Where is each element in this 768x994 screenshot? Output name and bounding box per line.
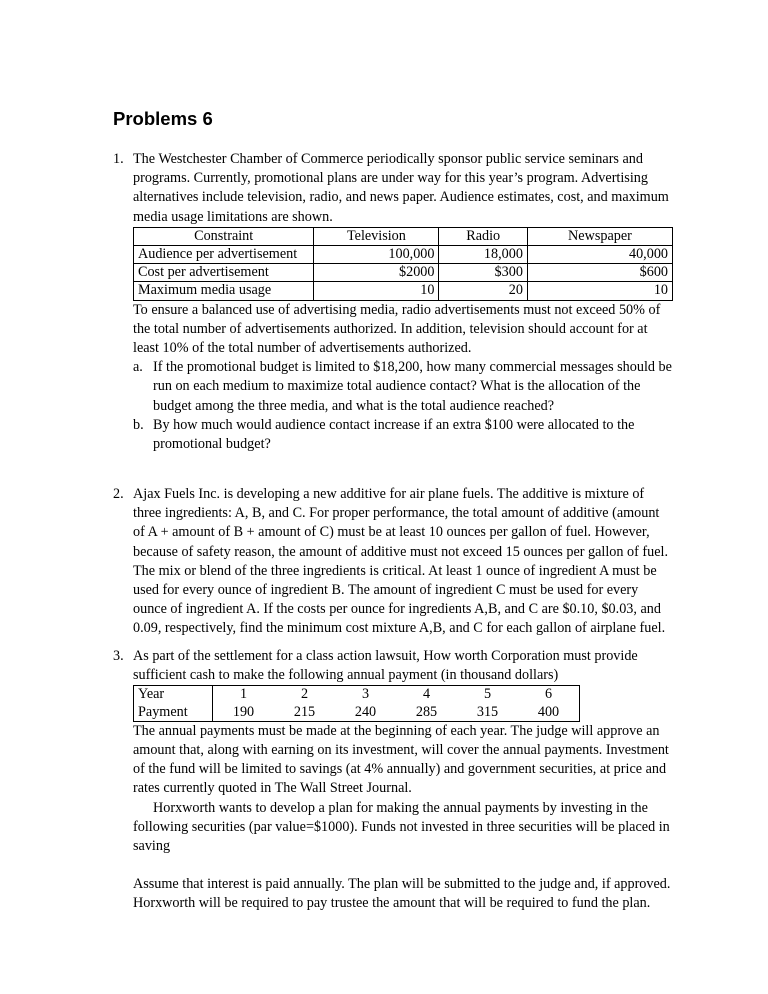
problem-1 [113, 150, 673, 454]
table-cell: 20 [439, 282, 527, 300]
sub-question-b [133, 416, 673, 454]
table-cell: 1 [213, 686, 275, 704]
table-cell: 5 [457, 686, 518, 704]
problem-3 [113, 647, 673, 914]
table-cell: 4 [396, 686, 457, 704]
problem-text: The annual payments must be made at the beginning of each year. The judge will approve an amount that, along with earning on its investment, will cover the annual payments. Investment of the fund will be limited to savings (at 4% annually) and government securities, at price and rates currently quoted in The Wall Street Journal. [133, 722, 669, 797]
problem-text: Ajax Fuels Inc. is developing a new additive for air plane fuels. The additive is mixture of three ingredients: A, B, and C. For proper performance, the total amount of additive (amount of A + amount of B + amount of C) must be at least 10 ounces per gallon of fuel. However, because of safety reason, the amount of additive must not exceed 15 ounces per gallon of fuel. The mix or blend of the three ingredients is critical. At least 1 ounce of ingredient A must be used for every ounce of ingredient B. The amount of ingredient C must be used for every ounce of ingredient A. If the costs per ounce for ingredients A,B, and C are $0.10, $0.03, and 0.09, respectively, find the minimum cost mixture A,B, and C for each gallon of airplane fuel. [133, 486, 669, 637]
table-cell: 190 [213, 704, 275, 722]
problem-text: The Westchester Chamber of Commerce periodically sponsor public service seminars and programs. Currently, promotional plans are under way for this year’s program. Advertising alternatives include television, radio, and news paper. Audience estimates, cost, and maximum media usage limitations are shown. [133, 151, 669, 225]
table-row [134, 704, 580, 722]
sub-label: a. [133, 359, 143, 376]
table-cell: $2000 [314, 264, 439, 282]
table-cell: Maximum media usage [134, 282, 314, 300]
sub-text: By how much would audience contact increase if an extra $100 were allocated to the promotional budget? [153, 416, 635, 453]
sub-label: b. [133, 416, 144, 433]
table-cell: 6 [518, 686, 580, 704]
table-header: Radio [439, 227, 527, 245]
table-header-row [134, 227, 673, 245]
table-cell: 3 [335, 686, 396, 704]
problem-number: 3. [113, 648, 124, 664]
sub-question-a [133, 358, 673, 416]
table-cell: 240 [335, 704, 396, 722]
table-header: Television [314, 227, 439, 245]
table-cell: 285 [396, 704, 457, 722]
problem-2 [113, 485, 673, 639]
problem-number: 1. [113, 151, 124, 167]
table-cell: Cost per advertisement [134, 264, 314, 282]
problem-text: Horxworth wants to develop a plan for making the annual payments by investing in the following securities (par value=$1000). Funds not invested in three securities will be placed in saving [133, 799, 670, 855]
spacer [133, 856, 673, 875]
sub-text: If the promotional budget is limited to $18,200, how many commercial messages should be run on each medium to maximize total audience contact? What is the allocation of the budget among the three media, and what is the total audience reached? [153, 359, 672, 414]
table-header: Constraint [134, 227, 314, 245]
table-cell: $300 [439, 264, 527, 282]
table-cell: Audience per advertisement [134, 246, 314, 264]
table-row [134, 686, 580, 704]
table-row [134, 282, 673, 300]
table-cell: 100,000 [314, 246, 439, 264]
table-row [134, 246, 673, 264]
payment-table [133, 685, 580, 721]
table-header: Year [134, 686, 213, 704]
table-cell: 10 [314, 282, 439, 300]
table-cell: 215 [274, 704, 335, 722]
table-cell: 10 [527, 282, 672, 300]
table-header: Payment [134, 704, 213, 722]
table-cell: 40,000 [527, 246, 672, 264]
page-title: Problems 6 [113, 108, 213, 129]
table-cell: 18,000 [439, 246, 527, 264]
problem-number: 2. [113, 486, 124, 502]
table-row [134, 264, 673, 282]
table-cell: 400 [518, 704, 580, 722]
media-table [133, 227, 673, 301]
table-cell: 2 [274, 686, 335, 704]
table-cell: 315 [457, 704, 518, 722]
table-header: Newspaper [527, 227, 672, 245]
table-cell: $600 [527, 264, 672, 282]
problem-text: Assume that interest is paid annually. The plan will be submitted to the judge and, if approved. Horxworth will be required to pay trustee the amount that will be required to fund the plan. [133, 876, 671, 912]
problem-text: To ensure a balanced use of advertising media, radio advertisements must not exceed 50% of the total number of advertisements authorized. In addition, television should account for at least 10% of the total number of advertisements authorized. [133, 301, 661, 357]
problem-text: As part of the settlement for a class action lawsuit, How worth Corporation must provide sufficient cash to make the following annual payment (in thousand dollars) [133, 648, 638, 684]
